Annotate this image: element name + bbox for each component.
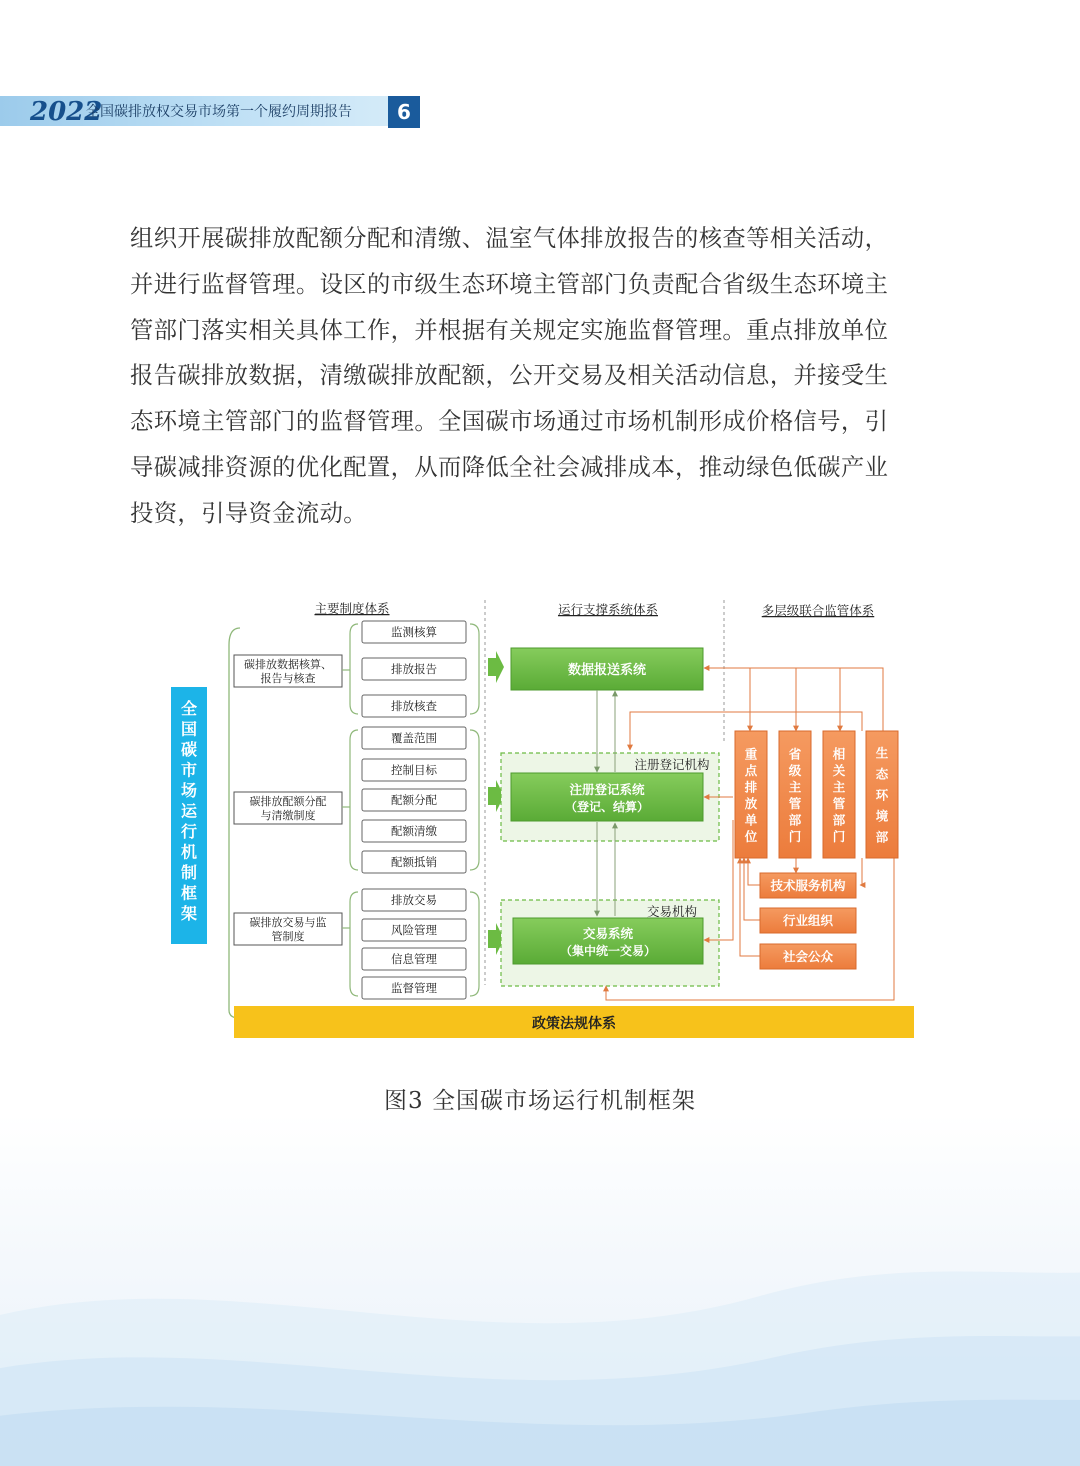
group-item-label: 信息管理 bbox=[391, 952, 437, 966]
group-left-bracket bbox=[350, 730, 358, 870]
group-left-bracket bbox=[350, 624, 358, 714]
column-header-label: 多层级联合监管体系 bbox=[761, 603, 875, 618]
group-item-label: 排放报告 bbox=[391, 662, 437, 676]
group-label-line: 报告与核查 bbox=[260, 672, 316, 685]
main-title-char: 机 bbox=[180, 842, 198, 862]
regulator-char: 部 bbox=[875, 829, 889, 845]
group-label-line: 与清缴制度 bbox=[260, 809, 316, 822]
regulator bbox=[779, 731, 811, 858]
paragraph-line: 投资，引导资金流动。 bbox=[130, 499, 367, 527]
group-item-label: 排放交易 bbox=[391, 893, 437, 907]
regulator-char: 生 bbox=[875, 745, 889, 761]
group-item-label: 配额分配 bbox=[391, 793, 437, 807]
column-header-label: 运行支撑系统体系 bbox=[557, 602, 659, 617]
institution-group bbox=[234, 727, 479, 873]
paragraph-line: 管部门落实相关具体工作，并根据有关规定实施监督管理。重点排放单位 bbox=[130, 316, 889, 344]
regulator bbox=[823, 731, 855, 858]
regulator-char: 门 bbox=[832, 828, 846, 844]
group-item-label: 监测核算 bbox=[391, 625, 437, 639]
institution-groups bbox=[234, 621, 479, 999]
institution-group bbox=[234, 889, 479, 999]
main-title-char: 运 bbox=[180, 801, 198, 821]
main-title-text bbox=[181, 699, 198, 923]
regulator-char: 位 bbox=[744, 828, 758, 844]
regulator-char: 部 bbox=[832, 812, 846, 828]
regulator bbox=[735, 731, 767, 858]
regulator-char: 级 bbox=[788, 762, 802, 778]
group-item-label: 配额抵销 bbox=[391, 855, 437, 869]
header-title: 全国碳排放权交易市场第一个履约周期报告 bbox=[86, 104, 352, 120]
regulator-char: 主 bbox=[788, 779, 802, 795]
main-title-char: 国 bbox=[180, 719, 198, 739]
main-title-bar bbox=[171, 687, 207, 944]
group-right-bracket bbox=[470, 624, 479, 714]
support-system-label: 数据报送系统 bbox=[567, 663, 647, 678]
main-title-char: 行 bbox=[180, 822, 198, 841]
support-system-label: 交易系统 bbox=[582, 926, 634, 941]
main-title-char: 全 bbox=[180, 699, 198, 718]
main-title-char: 架 bbox=[180, 904, 198, 923]
regulator-char: 点 bbox=[744, 762, 758, 778]
main-title-char: 碳 bbox=[180, 740, 198, 759]
group-item-label: 监督管理 bbox=[391, 981, 437, 995]
policy-law-label: 政策法规体系 bbox=[532, 1016, 616, 1032]
support-system-org-label: 交易机构 bbox=[646, 904, 698, 919]
institution-group bbox=[234, 621, 479, 717]
group-left-bracket bbox=[350, 892, 358, 996]
main-title-char: 市 bbox=[180, 760, 198, 780]
support-system bbox=[511, 648, 703, 690]
support-organization-label: 技术服务机构 bbox=[770, 878, 846, 893]
paragraph-line: 导碳减排资源的优化配置，从而降低全社会减排成本，推动绿色低碳产业 bbox=[130, 453, 889, 481]
regulator-char: 部 bbox=[788, 812, 802, 828]
regulator-char: 排 bbox=[744, 779, 758, 795]
page-number: 6 bbox=[388, 96, 420, 128]
group-label-line: 管制度 bbox=[271, 930, 305, 943]
group-right-bracket bbox=[470, 892, 479, 996]
group-item-label: 配额清缴 bbox=[391, 824, 437, 838]
main-title-char: 制 bbox=[180, 863, 198, 882]
group-label-line: 碳排放配额分配 bbox=[249, 795, 327, 808]
support-system-label: （集中统一交易） bbox=[559, 944, 657, 958]
figure-caption: 图3 全国碳市场运行机制框架 bbox=[384, 1088, 696, 1114]
support-organizations bbox=[760, 873, 856, 969]
group-item-label: 覆盖范围 bbox=[391, 731, 437, 745]
regulator-char: 重 bbox=[744, 746, 758, 762]
group-item-label: 风险管理 bbox=[391, 923, 437, 937]
regulators bbox=[735, 731, 898, 858]
regulator-char: 关 bbox=[832, 762, 846, 778]
regulator-char: 管 bbox=[832, 795, 846, 811]
support-system-label: （登记、结算） bbox=[564, 800, 650, 814]
group-right-bracket bbox=[470, 730, 479, 870]
paragraph-line: 报告碳排放数据，清缴碳排放配额，公开交易及相关活动信息，并接受生 bbox=[130, 362, 889, 390]
policy-law-bar bbox=[234, 1006, 914, 1038]
column-header-regulation bbox=[762, 603, 875, 618]
support-organization-label: 行业组织 bbox=[782, 913, 834, 928]
column-header-support-systems bbox=[558, 602, 659, 617]
regulator-char: 单 bbox=[744, 812, 758, 828]
support-organization bbox=[760, 944, 856, 969]
header-year: 2022 bbox=[30, 97, 103, 127]
group-item-label: 排放核查 bbox=[391, 699, 437, 713]
regulator-char: 境 bbox=[875, 808, 889, 824]
group-item-label: 控制目标 bbox=[391, 763, 437, 777]
column-header-label: 主要制度体系 bbox=[314, 601, 390, 616]
main-title-char: 框 bbox=[180, 883, 198, 903]
regulator bbox=[866, 731, 898, 858]
support-system-label: 注册登记系统 bbox=[569, 782, 645, 797]
support-organization bbox=[760, 873, 856, 898]
paragraph-line: 态环境主管部门的监督管理。全国碳市场通过市场机制形成价格信号，引 bbox=[130, 408, 889, 436]
support-organization bbox=[760, 908, 856, 933]
regulator-char: 放 bbox=[744, 795, 758, 811]
main-title-char: 场 bbox=[180, 781, 198, 800]
support-system-org-label: 注册登记机构 bbox=[634, 757, 710, 772]
column-header-institutional bbox=[314, 601, 390, 616]
regulator-char: 相 bbox=[832, 746, 846, 762]
regulator-char: 管 bbox=[788, 795, 802, 811]
group-label-line: 碳排放数据核算、 bbox=[244, 658, 332, 671]
paragraph-line: 并进行监督管理。设区的市级生态环境主管部门负责配合省级生态环境主 bbox=[130, 270, 889, 298]
regulator-char: 省 bbox=[788, 746, 802, 762]
regulator-char: 门 bbox=[788, 828, 802, 844]
support-organization-label: 社会公众 bbox=[782, 949, 834, 964]
group-label-line: 碳排放交易与监 bbox=[249, 916, 327, 929]
regulator-char: 主 bbox=[832, 779, 846, 795]
paragraph-line: 组织开展碳排放配额分配和清缴、温室气体排放报告的核查等相关活动， bbox=[130, 225, 889, 252]
regulator-char: 态 bbox=[875, 766, 889, 782]
regulator-char: 环 bbox=[875, 787, 889, 803]
